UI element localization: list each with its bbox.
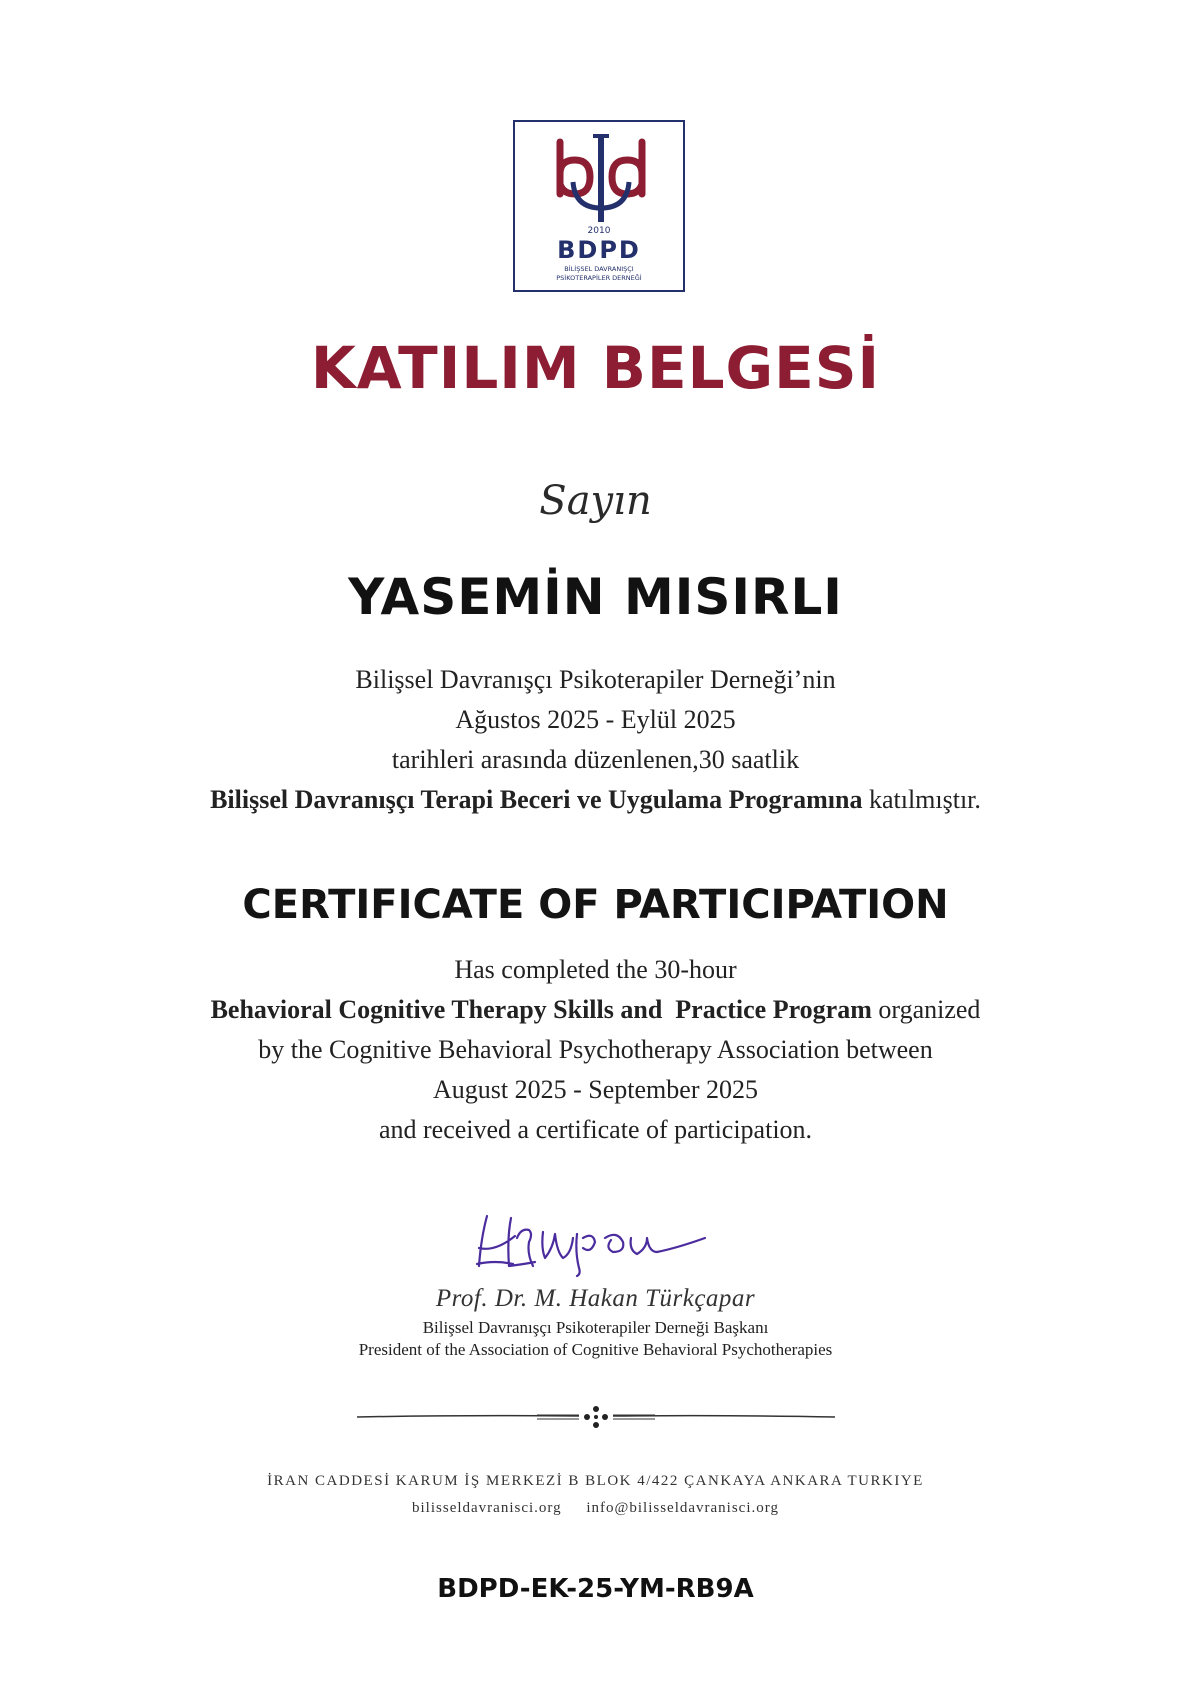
body-en-suffix: organized — [878, 995, 981, 1024]
certificate-title-en: CERTIFICATE OF PARTICIPATION — [242, 882, 949, 928]
certificate-code: BDPD-EK-25-YM-RB9A — [437, 1574, 754, 1604]
body-tr-line-1: Bilişsel Davranışçı Psikoterapiler Derneği’nin — [355, 665, 836, 694]
certificate-title-tr: KATILIM BELGESİ — [310, 334, 881, 402]
fleuron-icon — [584, 1406, 608, 1428]
body-tr-line-3: tarihleri arasında düzenlenen,30 saatlik — [391, 745, 800, 774]
logo-line-1: BİLİŞSEL DAVRANIŞÇI — [564, 265, 634, 273]
body-en-line-1: Has completed the 30-hour — [454, 955, 737, 984]
ornament-divider — [357, 1405, 835, 1429]
footer-address: İRAN CADDESİ KARUM İŞ MERKEZİ B BLOK 4/422 ÇANKAYA ANKARA TURKIYE — [267, 1473, 924, 1489]
body-text-en — [0, 950, 1191, 1150]
body-en-line-3: by the Cognitive Behavioral Psychotherapy Association between — [258, 1035, 933, 1064]
program-name-tr: Bilişsel Davranışçı Terapi Beceri ve Uygulama Programına — [210, 785, 863, 814]
signatory-title-en: President of the Association of Cognitive Behavioral Psychotherapies — [358, 1340, 833, 1359]
email-link[interactable]: info@bilisseldavranisci.org — [586, 1500, 779, 1516]
body-en-line-4: August 2025 - September 2025 — [433, 1075, 758, 1104]
signature-icon — [455, 1208, 745, 1278]
body-en-line-2 — [0, 990, 1191, 1030]
program-name-en: Behavioral Cognitive Therapy Skills and Practice Program — [210, 995, 872, 1024]
body-en-line-5: and received a certificate of participation. — [378, 1115, 813, 1144]
footer-contacts — [0, 1500, 1191, 1517]
website-link[interactable]: bilisseldavranisci.org — [412, 1500, 562, 1516]
body-tr-suffix: katılmıştır. — [868, 785, 981, 814]
body-tr-line-4 — [0, 780, 1191, 820]
body-text-tr — [0, 660, 1191, 820]
logo-acronym: BDPD — [557, 236, 641, 264]
logo-line-2: PSİKOTERAPİLER DERNEĞİ — [556, 274, 642, 282]
body-tr-line-2: Ağustos 2025 - Eylül 2025 — [455, 705, 736, 734]
logo-year: 2010 — [587, 226, 611, 236]
salutation: Sayın — [539, 478, 652, 524]
signatory-name: Prof. Dr. M. Hakan Türkçapar — [435, 1285, 756, 1312]
recipient-name: YASEMİN MISIRLI — [348, 568, 843, 626]
signatory-title-tr: Bilişsel Davranışçı Psikoterapiler Derneği Başkanı — [422, 1318, 769, 1337]
bdpd-logo — [513, 120, 685, 292]
